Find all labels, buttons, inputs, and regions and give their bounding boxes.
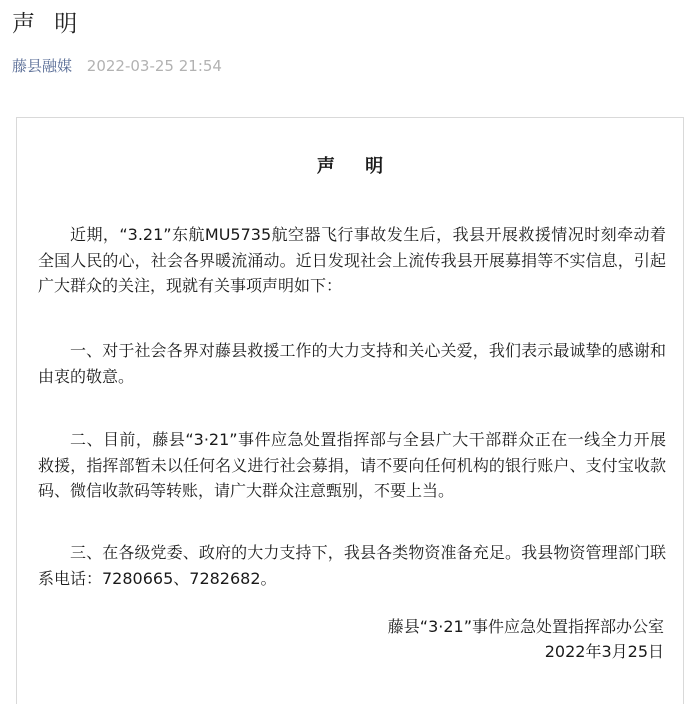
- notice-paragraph-intro: 近期，“3.21”东航MU5735航空器飞行事故发生后，我县开展救援情况时刻牵动着全国人民的心，社会各界暖流涌动。近日发现社会上流传我县开展募捐等不实信息，引起广大群众的关注，现就有关事项声明如下：: [38, 225, 666, 295]
- notice-paragraph-3: 三、在各级党委、政府的大力支持下，我县各类物资准备充足。我县物资管理部门联系电话：7280665、7282682。: [38, 543, 666, 588]
- notice-paragraph-1: 一、对于社会各界对藤县救援工作的大力支持和关心关爱，我们表示最诚挚的感谢和由衷的敬意。: [38, 341, 666, 386]
- notice-date: 2022年3月25日: [544, 642, 664, 661]
- notice-heading: 声 明: [316, 156, 396, 177]
- notice-signature: 藤县“3·21”事件应急处置指挥部办公室: [387, 617, 664, 636]
- article-meta: [12, 55, 222, 77]
- notice-paragraph-2: 二、目前，藤县“3·21”事件应急处置指挥部与全县广大干部群众正在一线全力开展救援，指挥部暂未以任何名义进行社会募捐，请不要向任何机构的银行账户、支付宝收款码、微信收款码等转账，请广大群众注意甄别，不要上当。: [38, 430, 666, 500]
- publish-timestamp: 2022-03-25 21:54: [86, 57, 222, 75]
- page-title: 声 明: [12, 11, 84, 37]
- source-account-link[interactable]: 藤县融媒: [12, 57, 73, 75]
